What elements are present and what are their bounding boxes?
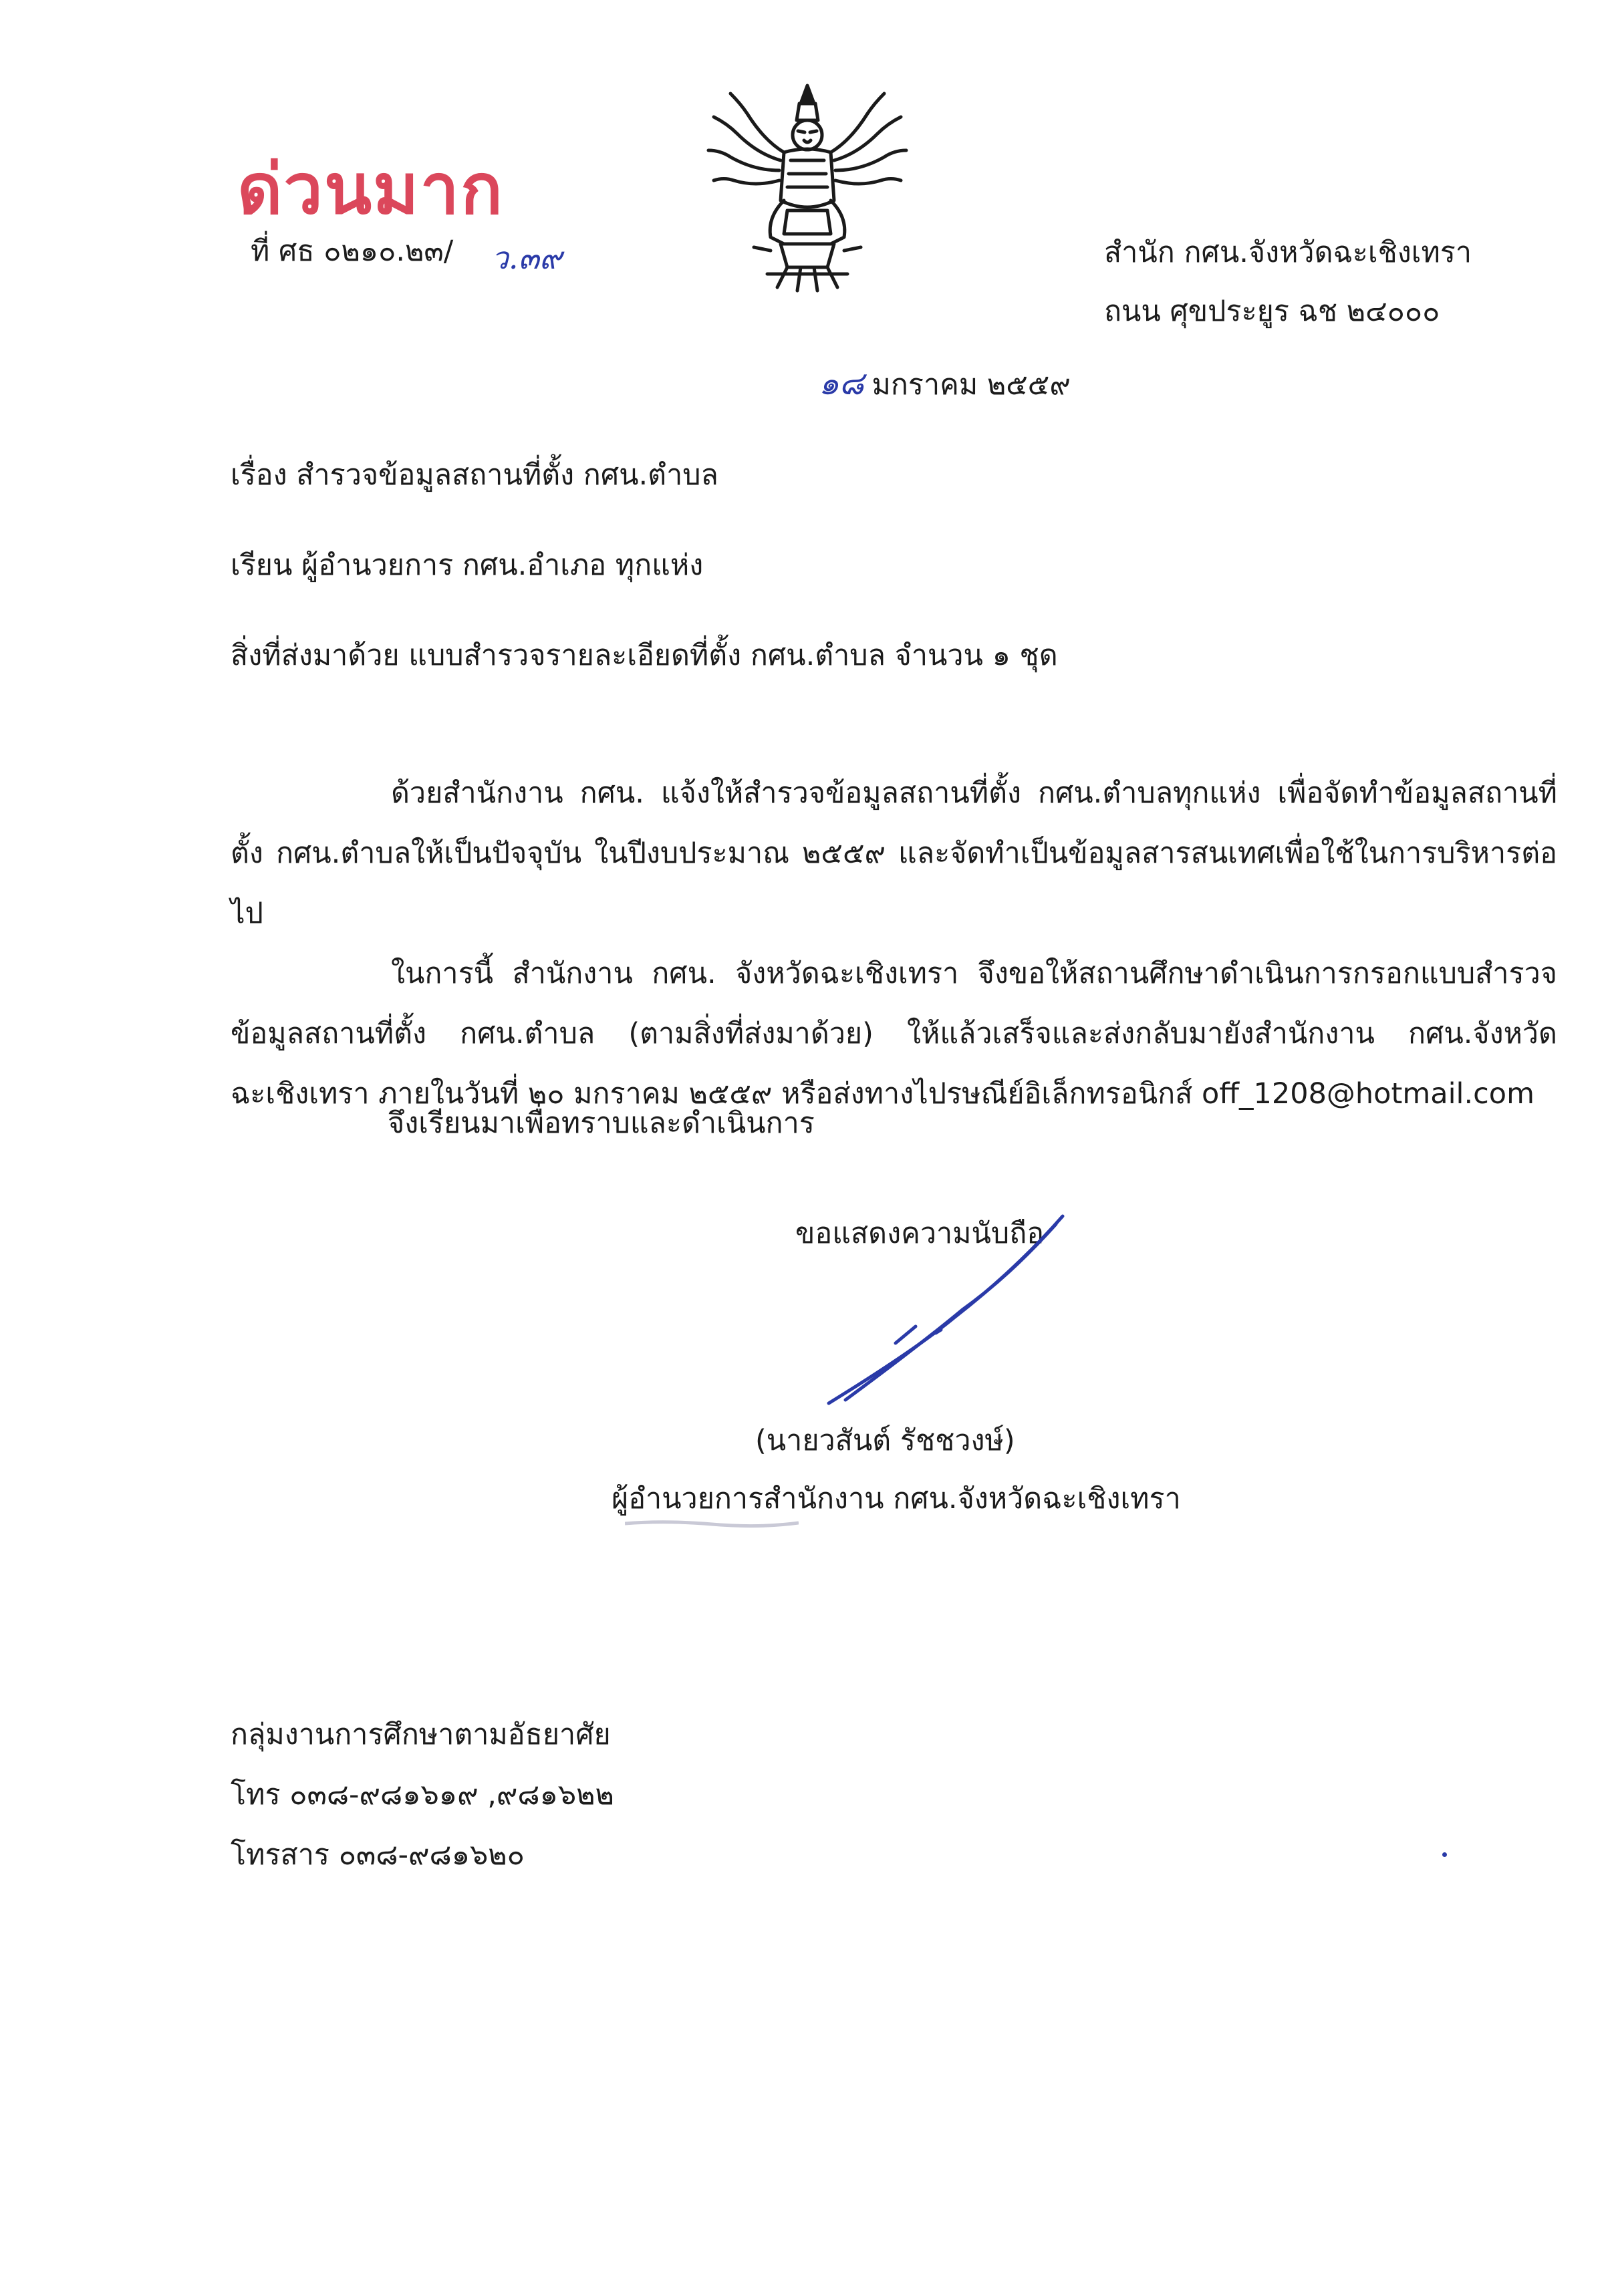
- regards-line: ขอแสดงความนับถือ: [795, 1217, 1045, 1250]
- urgent-stamp: ด่วนมาก: [237, 148, 504, 230]
- date-month-year: มกราคม ๒๕๕๙: [871, 368, 1071, 402]
- department-name: กลุ่มงานการศึกษาตามอัธยาศัย: [231, 1718, 611, 1751]
- signer-name: (นายวสันต์ รัชชวงษ์): [755, 1424, 1015, 1457]
- office-name: สำนัก กศน.จังหวัดฉะเชิงเทรา: [1104, 236, 1472, 269]
- document-number: [251, 237, 453, 266]
- ink-smudge: [625, 1518, 799, 1529]
- document-number-prefix: ที่ ศธ ๐๒๑๐.๒๓/: [251, 235, 454, 268]
- document-number-handwritten: ว.๓๙: [491, 240, 562, 276]
- fax-number: โทรสาร ๐๓๘-๙๘๑๖๒๐: [231, 1838, 525, 1872]
- enclosure-line: สิ่งที่ส่งมาด้วย แบบสำรวจรายละเอียดที่ตั้ง กศน.ตำบล จำนวน ๑ ชุด: [231, 639, 1058, 672]
- body-paragraph-1: ด้วยสำนักงาน กศน. แจ้งให้สำรวจข้อมูลสถานที่ตั้ง กศน.ตำบลทุกแห่ง เพื่อจัดทำข้อมูลสถานที่ตั้ง กศน.ตำบลให้เป็นปัจจุบัน ในปีงบประมาณ ๒๕๕๙ และจัดทำเป็นข้อมูลสารสนเทศเพื่อใช้ในการบริหารต่อไป: [231, 776, 1557, 930]
- subject-line: เรื่อง สำรวจข้อมูลสถานที่ตั้ง กศน.ตำบล: [231, 458, 718, 492]
- signer-title: ผู้อำนวยการสำนักงาน กศน.จังหวัดฉะเชิงเทรา: [612, 1482, 1181, 1516]
- garuda-emblem-icon: [700, 74, 914, 301]
- date-day-handwritten: ๑๘: [819, 365, 864, 402]
- phone-number: โทร ๐๓๘-๙๘๑๖๑๙ ,๙๘๑๖๒๒: [231, 1778, 614, 1812]
- body-paragraph-2: ในการนี้ สำนักงาน กศน. จังหวัดฉะเชิงเทรา จึงขอให้สถานศึกษาดำเนินการกรอกแบบสำรวจข้อมูลสถานที่ตั้ง กศน.ตำบล (ตามสิ่งที่ส่งมาด้วย) ให้แล้วเสร็จและส่งกลับมายังสำนักงาน กศน.จังหวัดฉะเชิงเทรา ภายในวันที่ ๒๐ มกราคม ๒๕๕๙ หรือส่งทางไปรษณีย์อิเล็กทรอนิกส์ off_1208@hotmail.com: [231, 957, 1557, 1111]
- ink-dot: [1442, 1852, 1447, 1857]
- office-address: ถนน ศุขประยูร ฉช ๒๔๐๐๐: [1104, 295, 1440, 328]
- letter-body: [231, 763, 1557, 1124]
- recipient-line: เรียน ผู้อำนวยการ กศน.อำเภอ ทุกแห่ง: [231, 549, 704, 582]
- handwritten-signature: [815, 1209, 1083, 1410]
- letter-date: [819, 365, 1071, 402]
- closing-line: จึงเรียนมาเพื่อทราบและดำเนินการ: [388, 1107, 815, 1140]
